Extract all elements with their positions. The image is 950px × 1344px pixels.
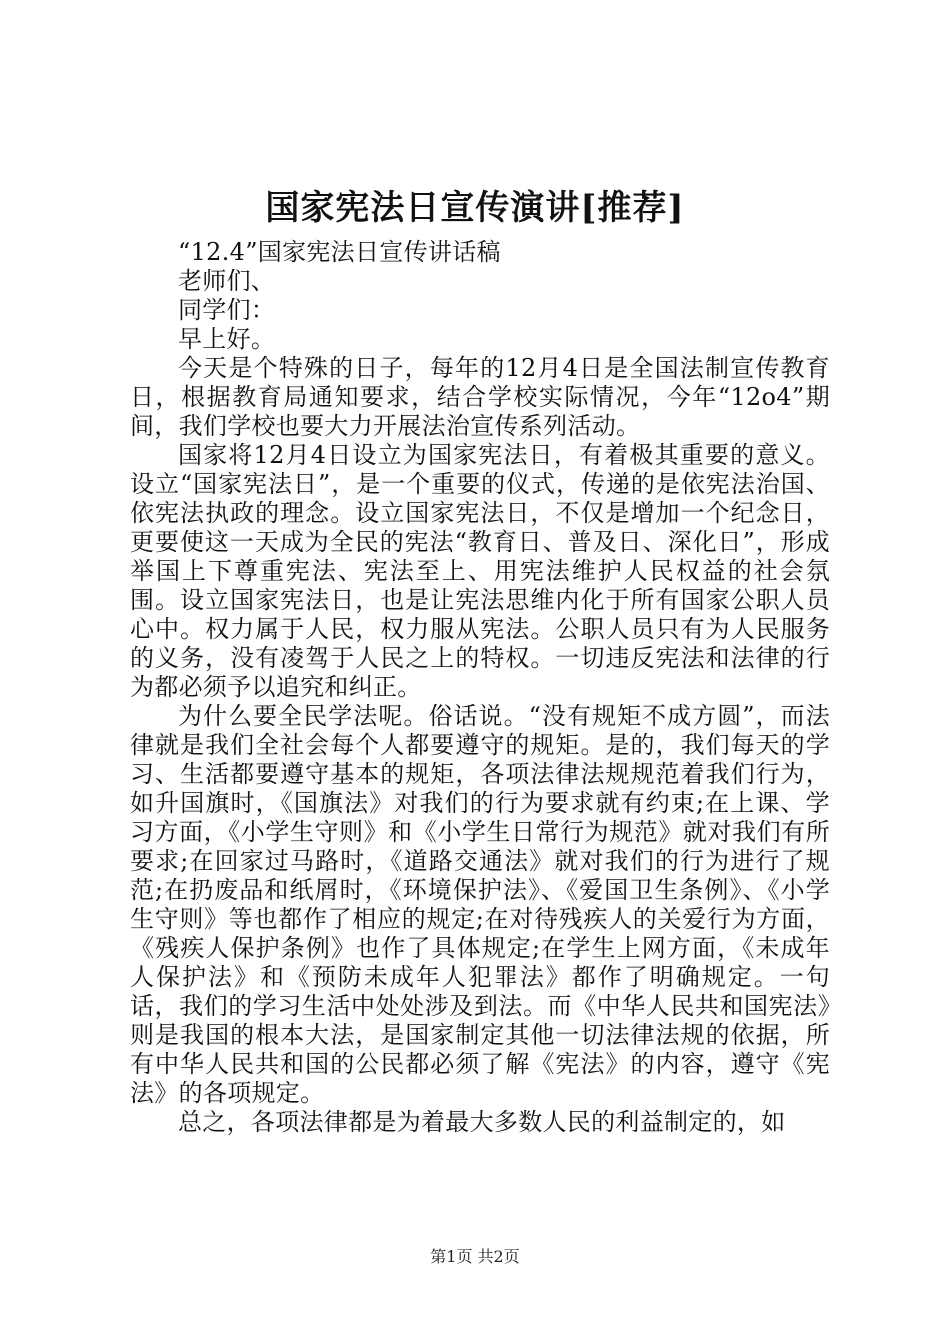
paragraph-intro: 今天是个特殊的日子，每年的12月4日是全国法制宣传教育日，根据教育局通知要求，结合学校实际情况，今年“12o4”期间，我们学校也要大力开展法治宣传系列活动。 [130, 354, 830, 440]
greeting-teachers: 老师们、 [178, 267, 276, 295]
paragraph-why-learn-law: 为什么要全民学法呢。俗话说。“没有规矩不成方圆”，而法律就是我们全社会每个人都要遵守的规矩。是的，我们每天的学习、生活都要遵守基本的规矩，各项法律法规规范着我们行为，如升国旗时，《国旗法》对我们的行为要求就有约束;在上课、学习方面，《小学生守则》和《小学生日常行为规范》就对我们有所要求;在回家过马路时，《道路交通法》就对我们的行为进行了规范;在扔废品和纸屑时，《环境保护法》、《爱国卫生条例》、《小学生守则》等也都作了相应的规定;在对待残疾人的关爱行为方面，《残疾人保护条例》也作了具体规定;在学生上网方面，《未成年人保护法》和《预防未成年人犯罪法》都作了明确规定。一句话，我们的学习生活中处处涉及到法。而《中华人民共和国宪法》则是我国的根本大法，是国家制定其他一切法律法规的依据，所有中华人民共和国的公民都必须了解《宪法》的内容，遵守《宪法》的各项规定。 [130, 702, 830, 1107]
greeting-morning: 早上好。 [178, 325, 276, 353]
paragraph-conclusion: 总之，各项法律都是为着最大多数人民的利益制定的，如 [178, 1108, 786, 1136]
document-title: 国家宪法日宣传演讲[推荐] [265, 188, 685, 228]
page-number: 第1页 共2页 [430, 1247, 520, 1266]
greeting-students: 同学们： [178, 296, 276, 324]
speech-heading: “12.4”国家宪法日宣传讲话稿 [178, 238, 501, 266]
paragraph-constitution-day: 国家将12月4日设立为国家宪法日，有着极其重要的意义。设立“国家宪法日”，是一个重要的仪式，传递的是依宪法治国、依宪法执政的理念。设立国家宪法日，不仅是增加一个纪念日，更要使这一天成为全民的宪法“教育日、普及日、深化日”，形成举国上下尊重宪法、宪法至上、用宪法维护人民权益的社会氛围。设立国家宪法日，也是让宪法思维内化于所有国家公职人员心中。权力属于人民，权力服从宪法。公职人员只有为人民服务的义务，没有凌驾于人民之上的特权。一切违反宪法和法律的行为都必须予以追究和纠正。 [130, 441, 830, 701]
document-body [130, 238, 830, 1137]
